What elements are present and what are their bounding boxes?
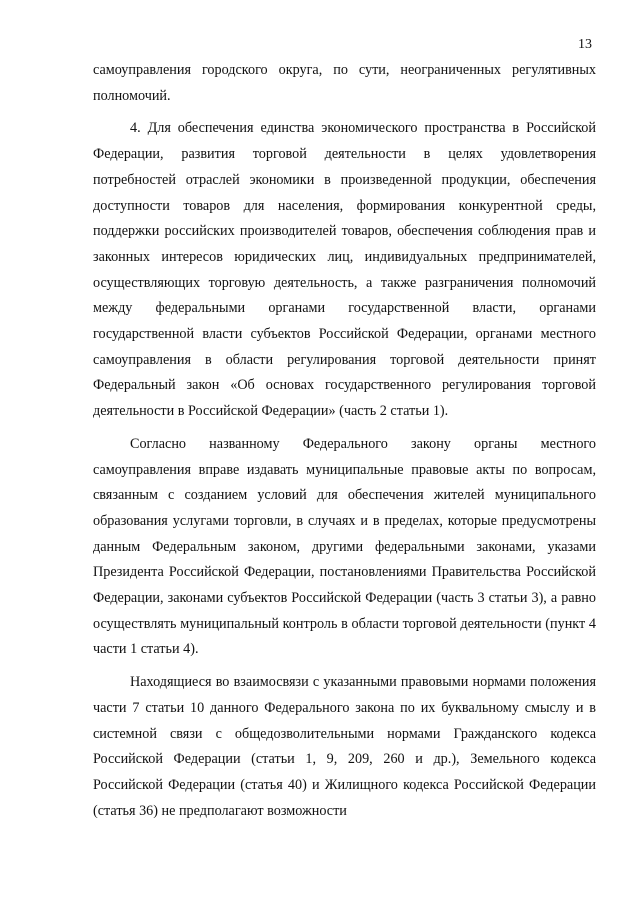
- paragraph-municipal-powers: Согласно названному Федерального закону органы местного самоуправления вправе издавать муниципальные правовые акты по вопросам, связанным с созданием условий для обеспечения жителей муниципального образования услугами торговли, в случаях и в пределах, которые предусмотрены данным Федеральным законом, другими федеральными законами, указами Президента Российской Федерации, постановлениями Правительства Российской Федерации, законами субъектов Российской Федерации (часть 3 статьи 3), а равно осуществлять муниципальный контроль в области торговой деятельности (пункт 4 части 1 статьи 4).: [93, 435, 596, 658]
- paragraph-continuation: самоуправления городского округа, по сути, неограниченных регулятивных полномочий.: [93, 62, 596, 104]
- paragraph-related-norms: Находящиеся во взаимосвязи с указанными правовыми нормами положения части 7 статьи 10 данного Федерального закона по их буквальному смыслу и в системной связи с общедозволительными нормами Гражданского кодекса Российской Федерации (статьи 1, 9, 209, 260 и др.), Земельного кодекса Российской Федерации (статья 40) и Жилищного кодекса Российской Федерации (статья 36) не предполагают возможности: [93, 674, 596, 819]
- paragraph-item-4: 4. Для обеспечения единства экономического пространства в Российской Федерации, развития торговой деятельности в целях удовлетворения потребностей отраслей экономики в произведенной продукции, обеспечения доступности товаров для населения, формирования конкурентной среды, поддержки российских производителей товаров, обеспечения соблюдения прав и законных интересов юридических лиц, индивидуальных предпринимателей, осуществляющих торговую деятельность, а также разграничения полномочий между федеральными органами государственной власти, органами государственной власти субъектов Российской Федерации, органами местного самоуправления в области регулирования торговой деятельности принят Федеральный закон «Об основах государственного регулирования торговой деятельности в Российской Федерации» (часть 2 статьи 1).: [93, 120, 596, 420]
- document-body: [93, 58, 596, 831]
- page-number: 13: [578, 37, 592, 52]
